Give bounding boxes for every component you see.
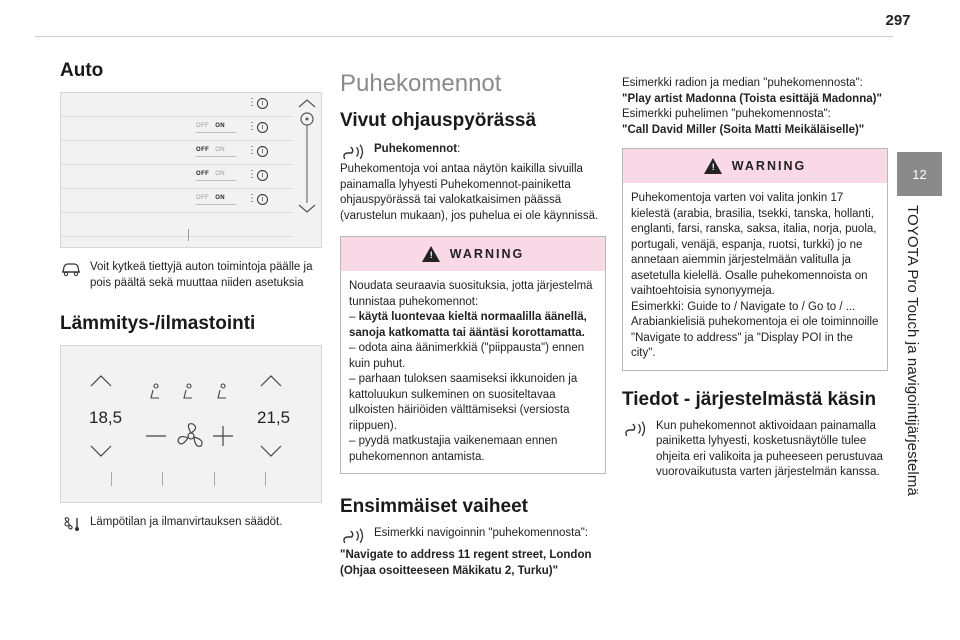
warning-label: WARNING [449,247,525,261]
auto-heading: Auto [60,60,104,81]
voice-command-icon [340,142,366,164]
toggle-switch[interactable]: OFF ON [196,171,226,177]
info-icon: i [257,98,268,109]
separator [188,229,189,241]
info-icon: i [257,170,268,181]
more-icon: ⋮ [247,97,257,108]
phone-command: "Call David Miller (Soita Matti Meikäläiselle)" [622,123,865,136]
warn-bullet-1: – käytä luontevaa kieltä normaalilla äänellä, sanoja katkomatta tai ääntäsi korottamatta. [349,311,587,339]
auto-row-3[interactable] [61,165,293,189]
voice-label: Puhekomennot [374,143,458,155]
warn-intro: Noudata seuraavia suosituksia, jotta järjestelmä tunnistaa puhekomennot: [349,280,593,308]
column-left [60,60,322,533]
warn-bullet-3: – parhaan tuloksen saamiseksi ikkunoiden ja kattoluukun sulkeminen on suositeltavaa ulkoisten häiriöiden välttämiseksi (versiosta riippuen). [349,373,578,432]
fan-icon [178,424,202,447]
separator [214,472,215,486]
phone-example: Esimerkki puhelimen "puhekomennosta": [622,108,831,120]
first-steps-heading: Ensimmäiset vaiheet [340,496,528,517]
climate-heading: Lämmitys-/ilmastointi [60,313,256,334]
nav-command: "Navigate to address 11 regent street, London (Ohjaa osoitteeseen Mäkikatu 2, Turku)" [340,549,592,577]
warning-body: Puhekomentoja varten voi valita jonkin 17 kielestä (arabia, brasilia, tsekki, tanska, hollanti, englanti, farsi, ranska, saksa, italia, norja, puola, portugali, venäjä, espanja, ruotsi, turkki) jo ne annetaan aiemmin järjestelmään valitulla ja asetetulla kielellä. Osalle puhekomennoista on vaihtoehtoisia synonyymeja. Esimerkki: Guide to / Navigate to / Go to / ... Arabiankielisiä puhekomentoja ei ole toiminnoille "Navigate to address" ja "Display POI in the city". [631,192,879,359]
warning-body [341,271,605,473]
toggle-underline [196,132,236,133]
auto-settings-screen [60,92,322,248]
warning-triangle-icon: ! [704,158,722,174]
radio-example: Esimerkki radion ja median "puhekomennosta": [622,77,863,89]
temp-left-down-icon [91,446,111,456]
chapter-title-vertical [900,205,940,625]
auto-row-4[interactable] [61,189,293,213]
more-icon: ⋮ [247,145,257,156]
voice-command-icon [340,526,366,548]
warning-label: WARNING [731,159,807,173]
more-icon: ⋮ [247,169,257,180]
climate-desc-text: Lämpötilan ja ilmanvirtauksen säädöt. [90,516,283,528]
scroll-slider[interactable] [293,97,321,217]
auto-desc-text: Voit kytkeä tiettyjä auton toimintoja päälle ja pois päältä sekä muuttaa niiden asetuksia [90,261,313,289]
chapter-title: TOYOTA Pro Touch ja navigointijärjestelmä [904,205,921,496]
warning-header [341,237,605,271]
page-number: 297 [885,12,911,29]
climate-description [60,515,322,533]
toggle-underline [196,180,236,181]
section-title: Puhekomennot [340,70,502,97]
system-text: Kun puhekomennot aktivoidaan painamalla painiketta lyhyesti, kosketusnäytölle tulee ohjeita eri valikoita ja puheeseen perustuvaa vuorovaikutusta varten järjestelmän kanssa. [656,419,883,478]
voice-intro [340,142,606,164]
nav-example-text: Esimerkki navigoinnin "puhekomennosta": [374,527,589,539]
auto-row-0 [61,93,293,117]
car-icon [60,260,82,278]
warn-bullet-1-text: käytä luontevaa kieltä normaalilla äänellä, sanoja katkomatta tai ääntäsi korottamatta. [349,311,587,339]
more-icon: ⋮ [247,193,257,204]
toggle-underline [196,204,236,205]
warning-box-2 [622,148,888,371]
column-right [622,76,888,481]
temp-left-up-icon [91,376,111,386]
auto-row-1[interactable] [61,117,293,141]
voice-command-icon [622,419,648,441]
warn-bullet-4-text: pyydä matkustajia vaikenemaan ennen puhekomennon antamista. [349,435,558,463]
toggle-switch[interactable]: OFF ON [196,195,226,201]
voice-intro-text: Puhekomentoja voi antaa näytön kaikilla sivuilla painamalla lyhyesti Puhekomennot-painiketta ohjauspyörässä tai valokatkaisimen päässä (varustelun mukaan), jos puhelua ei ole käynnissä. [340,163,599,222]
voice-label-block: Puhekomennot: [374,143,461,155]
separator [111,472,112,486]
system-info [622,419,888,481]
auto-description [60,260,322,291]
column-middle [340,70,606,579]
toggle-switch[interactable]: OFF ON [196,147,226,153]
airflow-mode-icons [151,384,226,398]
chapter-tab [897,152,942,196]
info-icon: i [257,122,268,133]
chapter-number: 12 [912,166,927,182]
temp-left[interactable]: 18,5 [89,408,123,427]
info-icon: i [257,194,268,205]
info-icon: i [257,146,268,157]
system-heading: Tiedot - järjestelmästä käsin [622,388,877,410]
warn-bullet-2: – odota aina äänimerkkiä ("piippausta") ennen kuin puhut. [349,342,585,370]
warn-bullet-3-text: parhaan tuloksen saamiseksi ikkunoiden ja kattoluukun sulkeminen on suositeltavaa ulkoisten häiriöiden välttämiseksi (versiosta riippuen). [349,373,578,432]
radio-command: "Play artist Madonna (Toista esittäjä Madonna)" [622,92,882,105]
warning-header [623,149,887,183]
separator [265,472,266,486]
temp-right[interactable]: 21,5 [257,408,291,427]
toggle-switch[interactable]: OFF ON [196,123,226,129]
top-rule [35,36,893,37]
more-icon: ⋮ [247,121,257,132]
steering-heading: Vivut ohjauspyörässä [340,110,537,131]
fan-temperature-icon [60,515,82,533]
climate-screen [60,345,322,503]
nav-example [340,526,606,548]
warn-bullet-4: – pyydä matkustajia vaikenemaan ennen puhekomennon antamista. [349,435,558,463]
temp-right-down-icon [261,446,281,456]
warn-bullet-2-text: odota aina äänimerkkiä ("piippausta") ennen kuin puhut. [349,342,585,370]
auto-row-5 [61,213,293,237]
separator [162,472,163,486]
warning-triangle-icon: ! [422,246,440,262]
toggle-underline [196,156,236,157]
warning-box-1 [340,236,606,474]
temp-right-up-icon [261,376,281,386]
auto-row-2[interactable] [61,141,293,165]
